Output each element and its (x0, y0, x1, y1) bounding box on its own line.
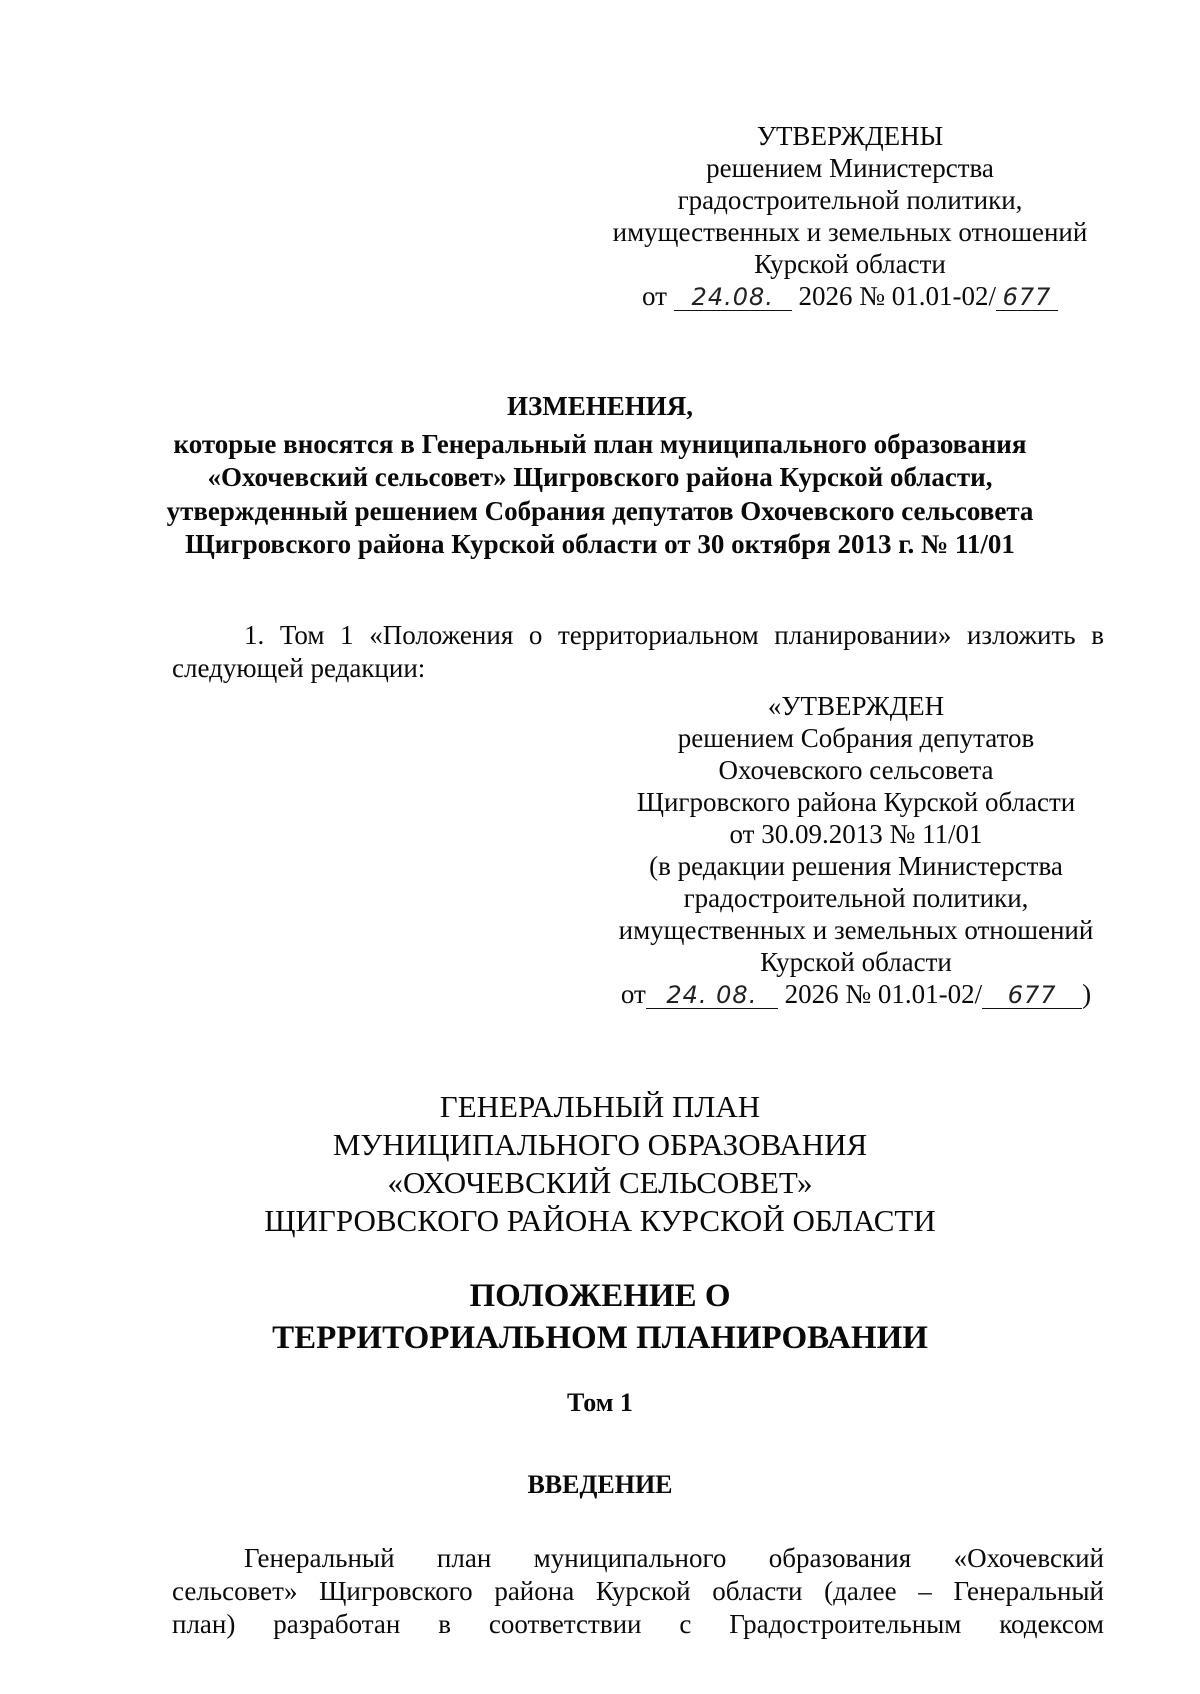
plan-title-line: ГЕНЕРАЛЬНЫЙ ПЛАН (439, 1089, 761, 1124)
approval-line: Курской области (754, 249, 946, 279)
number-blank (996, 283, 1058, 311)
closing-parenthesis: ) (1082, 979, 1092, 1009)
approval-line: решением Министерства (706, 153, 994, 183)
document-number-prefix: 2026 № 01.01-02/ (798, 281, 996, 311)
paragraph-item-1 (172, 619, 1104, 685)
paragraph-line: сельсовет» Щигровского района Курской области (далее – Генеральный (172, 1576, 1104, 1606)
approval-line: (в редакции решения Министерства (649, 851, 1063, 881)
number-blank (982, 981, 1082, 1009)
plan-title-line: МУНИЦИПАЛЬНОГО ОБРАЗОВАНИЯ (332, 1127, 868, 1162)
paragraph-line: 1. Том 1 «Положения о территориальном планировании» изложить в (244, 620, 1104, 650)
plan-title-line: ЩИГРОВСКОГО РАЙОНА КУРСКОЙ ОБЛАСТИ (264, 1203, 936, 1238)
approval-line: имущественных и земельных отношений (618, 915, 1094, 945)
changes-title: ИЗМЕНЕНИЯ, (506, 391, 693, 421)
approval-line: от 30.09.2013 № 11/01 (729, 819, 983, 849)
paragraph-line: следующей редакции: (172, 653, 426, 683)
approval-date-line (570, 280, 1130, 312)
plan-title-line: «ОХОЧЕВСКИЙ СЕЛЬСОВЕТ» (387, 1165, 813, 1200)
approval-date-line (576, 978, 1136, 1010)
handwritten-number: 677 (1007, 981, 1057, 1009)
plan-title (150, 1088, 1050, 1240)
changes-heading (150, 390, 1050, 562)
volume-label: Том 1 (567, 1388, 633, 1417)
changes-heading-line: «Охочевский сельсовет» Щигровского района Курской области, (207, 462, 993, 492)
document-number-prefix: 2026 № 01.01-02/ (784, 979, 983, 1009)
approval-block (570, 120, 1130, 312)
intro-paragraph (172, 1542, 1104, 1641)
approval-line: градостроительной политики, (677, 185, 1023, 215)
approval-line: Щигровского района Курской области (636, 787, 1076, 817)
handwritten-date: 24. 08. (666, 981, 758, 1009)
changes-heading-line: утвержденный решением Собрания депутатов Охочевского сельсовета (166, 495, 1034, 526)
date-prefix: от (620, 979, 646, 1009)
approval-line: решением Собрания депутатов (677, 723, 1035, 753)
changes-heading-line: которые вносятся в Генеральный план муниципального образования (173, 428, 1027, 459)
approval-line: Курской области (760, 947, 952, 977)
plan-subtitle-line: ПОЛОЖЕНИЕ О (469, 1278, 731, 1314)
approval-line: градостроительной политики, (683, 883, 1029, 913)
approval-block-quoted (576, 690, 1136, 1010)
handwritten-date: 24.08. (691, 283, 774, 311)
paragraph-line: Генеральный план муниципального образования «Охочевский (244, 1543, 1104, 1573)
plan-subtitle-line: ТЕРРИТОРИАЛЬНОМ ПЛАНИРОВАНИИ (272, 1320, 928, 1356)
approval-title: УТВЕРЖДЕНЫ (756, 121, 944, 151)
approval-title: «УТВЕРЖДЕН (767, 691, 945, 721)
plan-subtitle (150, 1275, 1050, 1359)
intro-heading: ВВЕДЕНИЕ (527, 1470, 673, 1499)
date-blank (646, 981, 778, 1009)
approval-line: имущественных и земельных отношений (612, 217, 1088, 247)
handwritten-number: 677 (1002, 283, 1052, 311)
approval-line: Охочевского сельсовета (718, 755, 994, 785)
date-prefix: от (642, 281, 667, 311)
paragraph-line: план) разработан в соответствии с Градостроительным кодексом (172, 1609, 1104, 1639)
changes-heading-line: Щигровского района Курской области от 30 октября 2013 г. № 11/01 (185, 529, 1015, 559)
date-blank (674, 283, 792, 311)
